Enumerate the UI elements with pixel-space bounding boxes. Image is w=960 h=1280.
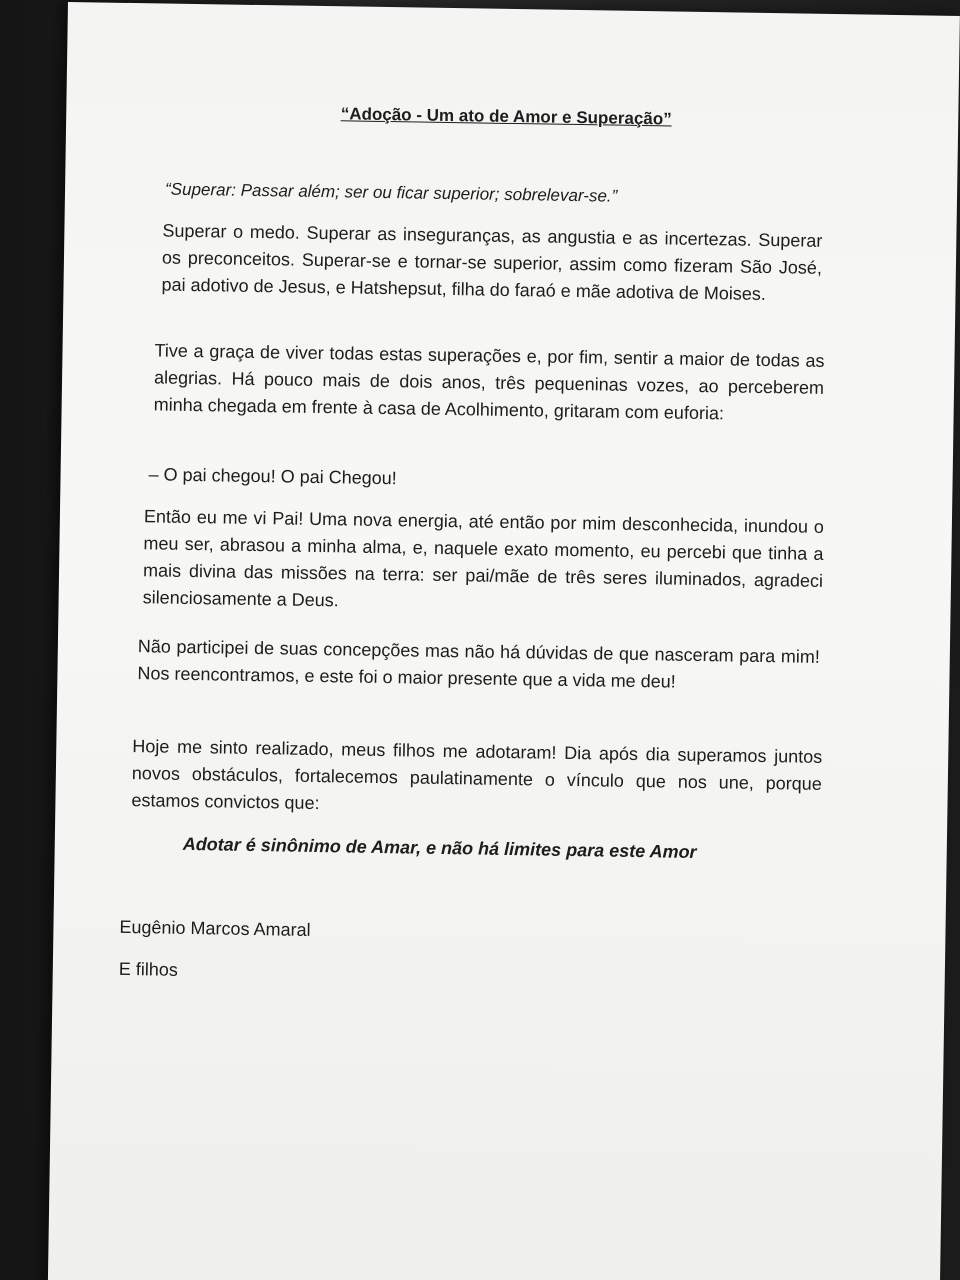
signature-family: E filhos — [118, 958, 178, 980]
paper-sheet — [48, 2, 960, 1280]
signature-name: Eugênio Marcos Amaral — [119, 916, 311, 940]
paragraph-3: Então eu me vi Pai! Uma nova energia, até então por mim desconhecida, inundou o meu ser, abrasou a minha alma, e, naquele exato momento, eu percebi que tinha a mais divina das missões na terra: ser pai/mãe de três seres iluminados, agradeci silenciosamente a Deus. — [142, 506, 825, 611]
paragraph-5: Hoje me sinto realizado, meus filhos me adotaram! Dia após dia superamos juntos novos obstáculos, fortalecemos paulatinamente o vínculo que nos une, porque estamos convictos que: — [131, 736, 823, 814]
paragraph-2: Tive a graça de viver todas estas superações e, por fim, sentir a maior de todas as alegrias. Há pouco mais de dois anos, três pequeninas vozes, ao perceberem minha chegada em frente à casa de Acolhimento, gritaram com euforia: — [153, 340, 825, 424]
paragraph-4: Não participei de suas concepções mas não há dúvidas de que nasceram para mim! Nos reencontramos, e este foi o maior presente que a vida me deu! — [137, 636, 820, 692]
document-title: “Adoção - Um ato de Amor e Superação” — [340, 104, 672, 129]
dialogue-line: – O pai chegou! O pai Chegou! — [148, 464, 397, 489]
epigraph-quote: “Superar: Passar além; ser ou ficar superior; sobrelevar-se.” — [164, 179, 618, 206]
paragraph-1: Superar o medo. Superar as inseguranças, as angustia e as incertezas. Superar os preconceitos. Superar-se e tornar-se superior, assim como fizeram São José, pai adotivo de Jesus, e Hatshepsut, filha do faraó e mãe adotiva de Moises. — [161, 220, 823, 304]
motto-line: Adotar é sinônimo de Amar, e não há limites para este Amor — [182, 833, 697, 862]
